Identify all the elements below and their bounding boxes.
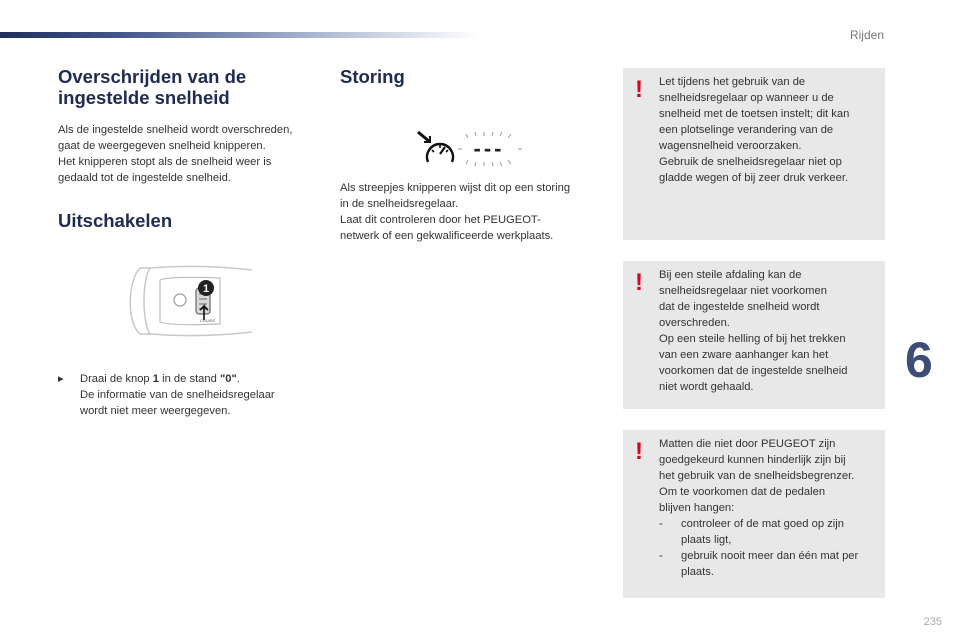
bullet-icon: ▸ <box>58 372 64 385</box>
warning-box-2 <box>623 261 885 409</box>
fault-body <box>340 180 610 244</box>
warning2-line: van een zware aanhanger kan het <box>659 349 829 361</box>
warning3-line: het gebruik van de snelheidsbegrenzer. <box>659 470 855 482</box>
fault-line-2: in de snelheidsregelaar. <box>340 198 459 210</box>
warning3-line: goedgekeurd kunnen hinderlijk zijn bij <box>659 454 846 466</box>
warning2-line: Bij een steile afdaling kan de <box>659 269 802 281</box>
bullet-text-end: . <box>236 373 240 385</box>
dash-item-line: controleer of de mat goed op zijn <box>681 518 844 530</box>
warning1-line: gladde wegen of bij zeer druk verkeer. <box>659 172 849 184</box>
warning3-line: Matten die niet door PEUGEOT zijn <box>659 438 836 450</box>
bullet-text-bold: 1 <box>152 373 159 385</box>
cruise-fault-display <box>414 128 530 168</box>
section-title-switch-off: Uitschakelen <box>58 210 173 231</box>
dash-list-item <box>659 548 877 580</box>
chapter-number: 6 <box>905 332 933 388</box>
steering-knob-illustration <box>120 262 260 340</box>
warning1-line: snelheidsregelaar op wanneer u de <box>659 92 834 104</box>
fault-line-4: netwerk of een gekwalificeerde werkplaats. <box>340 230 554 242</box>
warning-exclamation-icon: ! <box>635 438 643 465</box>
dash-marker: - <box>659 550 663 562</box>
bullet-line-2: wordt niet meer weergegeven. <box>80 405 231 417</box>
overspeed-line-2: gaat de weergegeven snelheid knipperen. <box>58 140 266 152</box>
warning-exclamation-icon: ! <box>635 269 643 296</box>
warning1-line: Gebruik de snelheidsregelaar niet op <box>659 156 842 168</box>
bullet-text <box>80 371 240 387</box>
bullet-row <box>58 371 328 387</box>
warning2-line: voorkomen dat de ingestelde snelheid <box>659 365 848 377</box>
left-column <box>58 66 328 186</box>
dash-item-line: plaats ligt, <box>681 534 732 546</box>
middle-column <box>340 66 610 87</box>
bullet-text-quote: "0" <box>219 373 237 385</box>
overspeed-line-3: Het knipperen stopt als de snelheid weer is <box>58 156 272 168</box>
overspeed-line-1: Als de ingestelde snelheid wordt overschreden, <box>58 124 293 136</box>
fault-dashes: --- <box>473 136 505 161</box>
bullet-text-mid: in de stand <box>159 373 220 385</box>
warning2-line: niet wordt gehaald. <box>659 381 754 393</box>
dash-item-text <box>681 516 844 548</box>
header-gradient-bar <box>0 32 480 38</box>
warning2-line: dat de ingestelde snelheid wordt <box>659 301 820 313</box>
section-title-fault: Storing <box>340 66 405 87</box>
fault-line-1: Als streepjes knipperen wijst dit op een storing <box>340 182 571 194</box>
warning-exclamation-icon: ! <box>635 76 643 103</box>
warning1-line: snelheid met de toetsen instelt; dit kan <box>659 108 850 120</box>
switch-off-section <box>58 210 328 231</box>
warning2-line: Op een steile helling of bij het trekken <box>659 333 846 345</box>
warning2-line: overschreden. <box>659 317 730 329</box>
warning3-line: blijven hangen: <box>659 502 735 514</box>
section-label: Rijden <box>849 28 884 42</box>
dash-item-text <box>681 548 858 580</box>
bullet-text-pre: Draai de knop <box>80 373 153 385</box>
speedometer-icon <box>418 132 453 162</box>
warning2-line: snelheidsregelaar niet voorkomen <box>659 285 827 297</box>
page-number: 235 <box>923 616 942 628</box>
dash-item-line: gebruik nooit meer dan één mat per <box>681 550 859 562</box>
overspeed-body <box>58 122 328 186</box>
overspeed-line-4: gedaald tot de ingestelde snelheid. <box>58 172 231 184</box>
warning1-line: een plotselinge verandering van de <box>659 124 834 136</box>
bullet-continuation <box>58 387 328 419</box>
section-title-overspeed: Overschrijden van de ingestelde snelheid <box>58 66 247 108</box>
bullet-line-1: De informatie van de snelheidsregelaar <box>80 389 275 401</box>
warning-box-3 <box>623 430 885 598</box>
dash-item-line: plaats. <box>681 566 714 578</box>
warning1-line: Let tijdens het gebruik van de <box>659 76 806 88</box>
warning3-line: Om te voorkomen dat de pedalen <box>659 486 826 498</box>
knob-callout-number: 1 <box>202 283 210 295</box>
dash-list-item <box>659 516 877 548</box>
knob-small-text: CRUISE <box>200 318 216 323</box>
warning1-line: wagensnelheid veroorzaken. <box>659 140 802 152</box>
warning-box-1 <box>623 68 885 240</box>
dash-marker: - <box>659 518 663 530</box>
fault-line-3: Laat dit controleren door het PEUGEOT- <box>340 214 541 226</box>
switch-off-instruction <box>58 371 328 419</box>
